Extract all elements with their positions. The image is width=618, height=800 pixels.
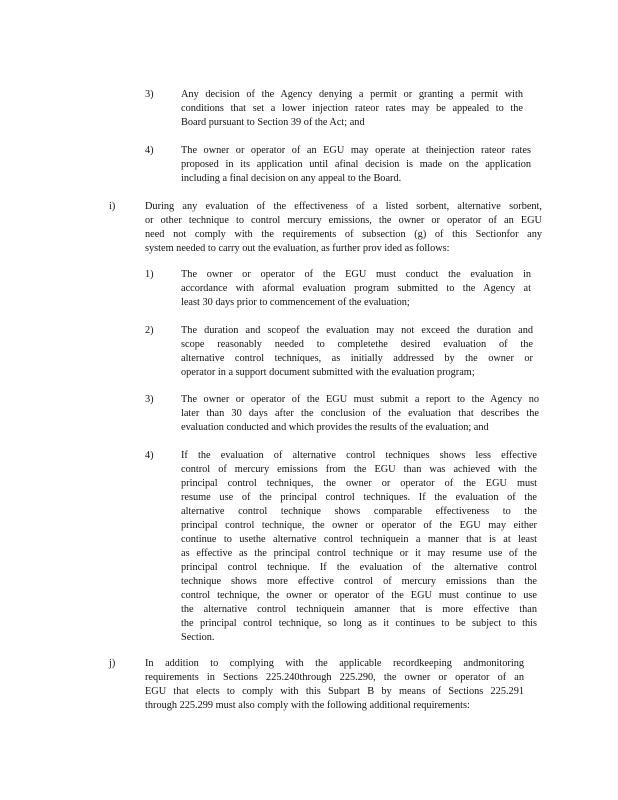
item-text [181, 449, 537, 645]
text-line: accordance with aformal evaluation program submitted to the Agency at [181, 283, 531, 294]
text-line: EGU that elects to comply with this Subpart B by means of Sections 225.291 [145, 686, 524, 697]
text-line: need not comply with the requirements of subsection (g) of this Sectionfor any [145, 229, 542, 240]
text-line: evaluation conducted and which provides the results of the evaluation; and [181, 422, 489, 433]
text-line: technique shows more effective control of mercury emissions than the [181, 576, 537, 587]
text-line: or other technique to control mercury emissions, the owner or operator of an EGU [145, 215, 542, 226]
text-line: principal control technique. If the evaluation of the alternative control [181, 562, 537, 573]
item-text [181, 144, 531, 186]
item-number: i) [109, 201, 116, 212]
item-number: 1) [145, 269, 154, 280]
text-line: scope reasonably needed to completethe desired evaluation of the [181, 339, 533, 350]
text-line: The owner or operator of an EGU may operate at theinjection rateor rates [181, 145, 531, 156]
text-line: The duration and scopeof the evaluation may not exceed the duration and [181, 325, 533, 336]
text-line: continue to usethe alternative control techniquein a manner that is at least [181, 534, 537, 545]
text-line: requirements in Sections 225.240through 225.290, the owner or operator of an [145, 672, 524, 683]
text-line: Section. [181, 632, 215, 643]
text-line: later than 30 days after the conclusion of the evaluation that describes the [181, 408, 539, 419]
text-line: as effective as the principal control technique or it may resume use of the [181, 548, 537, 559]
item-number: 4) [145, 450, 154, 461]
item-text [181, 393, 539, 435]
text-line: control of mercury emissions from the EGU than was achieved with the [181, 464, 537, 475]
text-line: alternative control techniques, as initially addressed by the owner or [181, 353, 533, 364]
text-line: resume use of the principal control techniques. If the evaluation of the [181, 492, 537, 503]
text-line: the alternative control techniquein amanner that is more effective than [181, 604, 537, 615]
text-line: principal control techniques, the owner or operator of the EGU must [181, 478, 537, 489]
item-number: 2) [145, 325, 154, 336]
item-text [181, 88, 523, 130]
text-line: system needed to carry out the evaluation, as further prov ided as follows: [145, 243, 450, 254]
item-number: 4) [145, 145, 154, 156]
text-line: least 30 days prior to commencement of the evaluation; [181, 297, 410, 308]
text-line: During any evaluation of the effectiveness of a listed sorbent, alternative sorbent, [145, 201, 542, 212]
item-text [145, 200, 542, 256]
item-number: 3) [145, 89, 154, 100]
text-line: the principal control technique, so long as it continues to be subject to this [181, 618, 537, 629]
text-line: Board pursuant to Section 39 of the Act; and [181, 117, 365, 128]
text-line: operator in a support document submitted with the evaluation program; [181, 367, 475, 378]
item-text [181, 324, 533, 380]
item-text [145, 657, 524, 713]
item-number: j) [109, 658, 116, 669]
text-line: conditions that set a lower injection rateor rates may be appealed to the [181, 103, 523, 114]
text-line: If the evaluation of alternative control techniques shows less effective [181, 450, 537, 461]
item-number: 3) [145, 394, 154, 405]
text-line: The owner or operator of the EGU must conduct the evaluation in [181, 269, 531, 280]
text-line: control technique, the owner or operator of the EGU must continue to use [181, 590, 537, 601]
item-text [181, 268, 531, 310]
text-line: through 225.299 must also comply with the following additional requirements: [145, 700, 470, 711]
text-line: Any decision of the Agency denying a permit or granting a permit with [181, 89, 523, 100]
text-line: principal control technique, the owner or operator of the EGU may either [181, 520, 537, 531]
text-line: including a final decision on any appeal to the Board. [181, 173, 402, 184]
text-line: alternative control technique shows comparable effectiveness to the [181, 506, 537, 517]
text-line: The owner or operator of the EGU must submit a report to the Agency no [181, 394, 539, 405]
text-line: In addition to complying with the applicable recordkeeping andmonitoring [145, 658, 524, 669]
text-line: proposed in its application until afinal decision is made on the application [181, 159, 531, 170]
